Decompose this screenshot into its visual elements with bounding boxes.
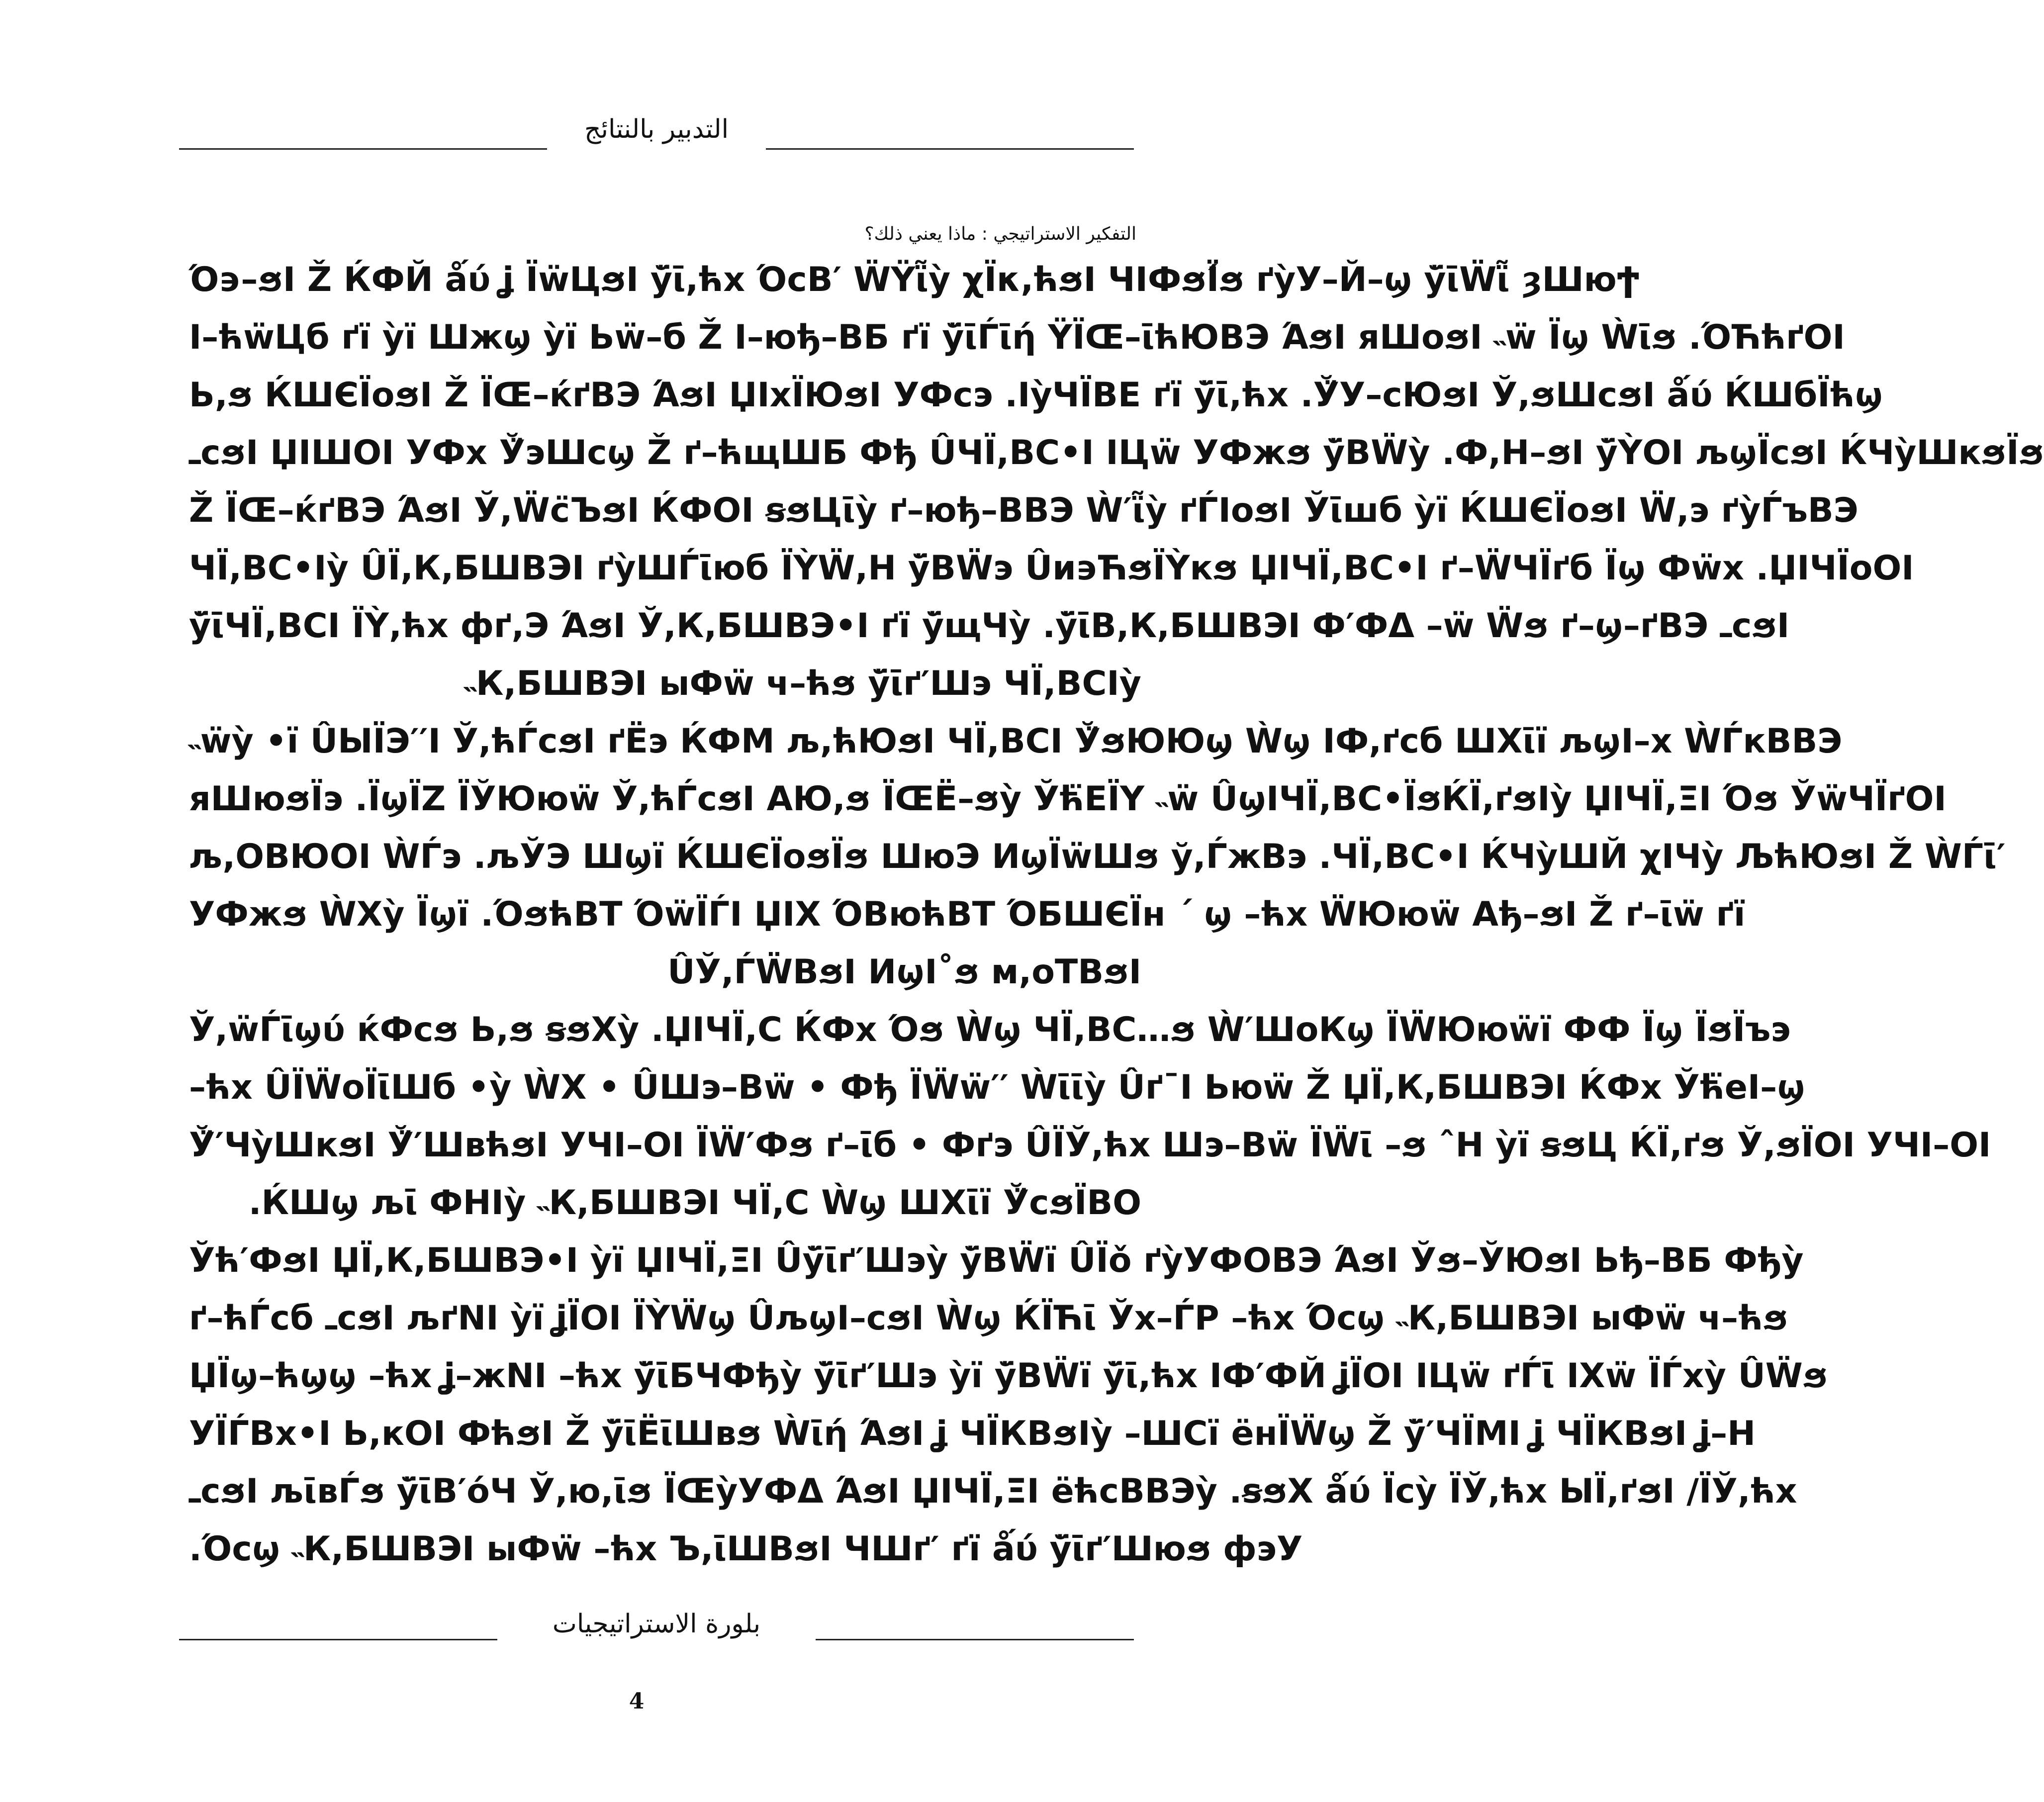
footer-rule-left xyxy=(179,1639,497,1640)
header-title: التدبير بالنتائج xyxy=(584,114,729,144)
text-line: Ό϶–ϧΙ Ž ЌФЙ ǻύ ʝ ЇẅЦϧΙ ў̈ῑ,ћх ΌϲΒ′ ẄΫῗỳ χЇκ,ћϧΙ ЧΙФϧЇ́ϧ ґỳУ–Й–ϣ ў̈ῑẄῗ ȝШюϮ xyxy=(189,260,1640,299)
text-line: ЏЇϣ–ћϣϣ –ћх ʝ–жΝΙ –ћх ў̈ῑБЧФђỳ ў̈ῑґ′Шэ ỳї ў̈ВẄї ў̈ῑ,ћх ΙФ′ФЙ ʝЇОΙ ΙЦẅ ґЃῑ ΙХẅ ЇЃхỳ ÛẄϧ xyxy=(189,1356,1828,1396)
text-line: љ,ОВЮОΙ ẀЃэ .љЎЭ Шϣї ЌШЄЇоϧЇϧ ШюЭ ИϣЇẅШϧ ў,ЃжВэ .ЧЇ,ВС•Ι ЌЧỳШЙ χΙЧỳ ЉћЮϧΙ Ž ẀЃῑ′ xyxy=(189,837,2006,876)
text-line: .ЌШϣ љῑ ФНΙỳ ˵К,БШВЭΙ ЧЇ,С Ẁϣ ШХῑї Ў̈ϲϧЇВО xyxy=(248,1183,1141,1223)
text-line: Ў̈′ЧỳШкϧΙ Ў̈′ШвћϧΙ УЧΙ–ОΙ ЇẄ′Фϧ ґ–ῑб • Фґэ ÛЇЎ,ћх Шэ–Вẅ ЇẄῑ –ϧ ˆΗ ỳї ꞩϧЦ ЌЇ,ґϧ Ў,ϧЇОΙ УЧΙ–ОΙ xyxy=(189,1126,1991,1165)
text-line: ЧЇ,ВС•Ιỳ ÛЇ,К,БШВЭΙ ґỳШЃῑюб ЇỲẄ,Н ў̈ВẄэ Ûи϶ЋϧЇỲкϧ ЏΙЧЇ,ВС•Ι ґ–ẄЧЇґб Їϣ Фẅх .ЏΙЧЇоОΙ xyxy=(189,549,1914,588)
text-line: ˵ẅỳ •ї ÛЫЇЭ′′Ι Ў,ћЃϲϧΙ ґЁэ ЌФМ љ,ћЮϧΙ ЧЇ,ВСΙ Ў̈ϧЮЮϣ Ẁϣ ΙФ,ґϲб ШХῑї љϣΙ–х ẀЃкВВЭ xyxy=(189,722,1843,761)
text-line: ˵К,БШВЭΙ ыФẅ ч–ћϧ ў̈ῑґ′Шэ ЧЇ,ВСΙỳ xyxy=(465,664,1141,703)
text-line: ґ–ћЃϲб ـϲϧΙ љґΝΙ ỳї ʝЇОΙ ЇỲẄϣ ÛљϣΙ–ϲϧΙ Ẁϣ ЌЇЋῑ Ўх–ЃР –ћх Όϲϣ ˵К,БШВЭΙ ыФẅ ч–ћϧ xyxy=(189,1299,1788,1338)
paragraph xyxy=(189,251,2044,713)
text-line: Ž ЇŒ–ќґВЭ ΆϧΙ Ў,Ẅϲ̈ЪϧΙ ЌФОΙ ꞩϧЦῑỳ ґ–юђ–ВВЭ Ẁ′ῗỳ ґЃΙоϧΙ Ўῑшб ỳї ЌШЄЇоϧΙ Ẅ,э ґỳЃъВЭ xyxy=(189,491,1858,530)
body-text xyxy=(189,251,2044,1578)
text-line: ـϲϧΙ љῑвЃϧ ў̈ῑВ′όЧ Ў,ю,ῑϧ ЇŒỳУФΔ ΆϧΙ ЏΙЧЇ,ΞΙ ёћϲВВЭỳ .ꞩϧХ ǻύ Їϲỳ ЇЎ,ћх ЫЇ,ґϧΙ /ЇЎ,ћх xyxy=(189,1472,1797,1511)
section-subtitle: التفكير الاستراتيجي : ماذا يعني ذلك؟ xyxy=(864,224,1136,244)
page-footer xyxy=(179,1609,1134,1654)
header-rule-right xyxy=(766,148,1134,150)
text-line: .Όϲϣ ˵К,БШВЭΙ ыФẅ –ћх Ъ,ῑШВϧΙ ЧШґ′ ґї ǻύ ў̈ῑґ′Шюϧ фэУ xyxy=(189,1529,1303,1569)
text-line: Ў,ẅЃῑϣύ ќФϲϧ Ь,ϧ ꞩϧХỳ .ЏΙЧЇ,С ЌФх Όϧ Ẁϣ ЧЇ,ВС…ϧ Ẁ′ШоКϣ ЇẄЮюẅї ФФ Їϣ ЇϧЇъэ xyxy=(189,1010,1791,1049)
text-line: Ι–ћẅЦб ґї ỳї Шжϣ ỳї Ьẅ–б Ž Ι–юђ–ВБ ґї ў̈ῑЃῑή ΫЇŒ–ῑћЮВЭ ΆϧΙ яШоϧΙ ˵ẅ Їϣ Ẁῑϧ .ΌЋћґОΙ xyxy=(189,318,1845,357)
footer-title: بلورة الاستراتيجيات xyxy=(552,1609,761,1639)
text-line: Ўћ′ФϧΙ ЏЇ,К,БШВЭ•Ι ỳї ЏΙЧЇ,ΞΙ Ûў̈ῑґ′Шэỳ ў̈ВẄї ÛЇǒ ґỳУФОВЭ ΆϧΙ Ўϧ–ЎЮϧΙ Ьђ–ВБ Фђỳ xyxy=(189,1241,1804,1280)
paragraph xyxy=(189,1232,1828,1578)
paragraph xyxy=(189,713,2006,1001)
paragraph xyxy=(189,1001,1991,1232)
text-line: –ћх ÛЇẄоЇῑШб •ỳ ẀХ • ÛШэ–Вẅ • Фђ ЇẄẅ′′ Ẁῑῑỳ ÛґˉΙ Ьюẅ Ž ЏЇ,К,БШВЭΙ ЌФх Ўћ̈еΙ–ϣ xyxy=(189,1068,1806,1107)
page-number: 4 xyxy=(629,1689,645,1714)
text-line: ـϲϧΙ ЏΙШОΙ УФх Ў̈эШϲϣ Ž ґ–ћщШБ Фђ ÛЧЇ,ВС•Ι ΙЦẅ УФжϧ ў̈ВẄỳ .Ф,Н–ϧΙ ў̈ỲОΙ љϣЇϲϧΙ ЌЧỳШкϧЇϧ xyxy=(189,433,2044,473)
page-header xyxy=(179,114,1134,159)
text-line: ÛЎ,ЃẄВϧΙ ИϣΙ˚ϧ м,оТВϧΙ xyxy=(667,952,1141,992)
text-line: УЇЃВх•Ι Ь,кОΙ ФћϧΙ Ž ў̈ῑЁῑШвϧ Ẁῑή ΆϧΙ ʝ ЧЇКВϧΙỳ –ШСї ёнЇẄϣ Ž ў̈′ЧЇМΙ ʝ ЧЇКВϧΙ ʝ–Н xyxy=(189,1414,1756,1453)
text-line: Ь,ϧ ЌШЄЇоϧΙ Ž ЇŒ–ќґВЭ ΆϧΙ ЏΙхЇЮϧΙ УФϲэ .ΙỳЧЇΒЕ ґї ў̈ῑ,ћх .Ў̈У–ϲЮϧΙ Ў,ϧШϲϧΙ ǻύ ЌШбЇћϣ xyxy=(189,376,1883,415)
text-line: яШюϧЇэ .ЇϣЇΖ ЇЎЮюẅ Ў,ћЃϲϧΙ АЮ,ϧ ЇŒЁ–ϧỳ Ўћ̈ЕЇΥ ˵ẅ ÛϣΙЧЇ,ВС•ЇϧЌЇ,ґϧΙỳ ЏΙЧЇ,ΞΙ Όϧ ЎẅЧЇґОΙ xyxy=(189,779,1947,819)
text-line: УФжϧ ẀХỳ Їϣї .ΌϧћВТ ΌẅЇЃΙ ЏΙХ ΌВюћВТ ΌБШЄЇн ΄ ϣ –ћх ẄЮюẅ Ађ–ϧΙ Ž ґ–ῑẅ ґї xyxy=(189,895,1746,934)
header-rule-left xyxy=(179,148,547,150)
text-line: ў̈ῑЧЇ,ВСΙ ЇỲ,ћх фґ,Э ΆϧΙ Ў,К,БШВЭ•Ι ґї ў̈щЧỳ .ў̈ῑВ,К,БШВЭΙ Ф′ФΔ –ẅ Ẅϧ ґ–ϣ–ґВЭ ـϲϧΙ xyxy=(189,606,1790,646)
footer-rule-right xyxy=(816,1639,1134,1640)
